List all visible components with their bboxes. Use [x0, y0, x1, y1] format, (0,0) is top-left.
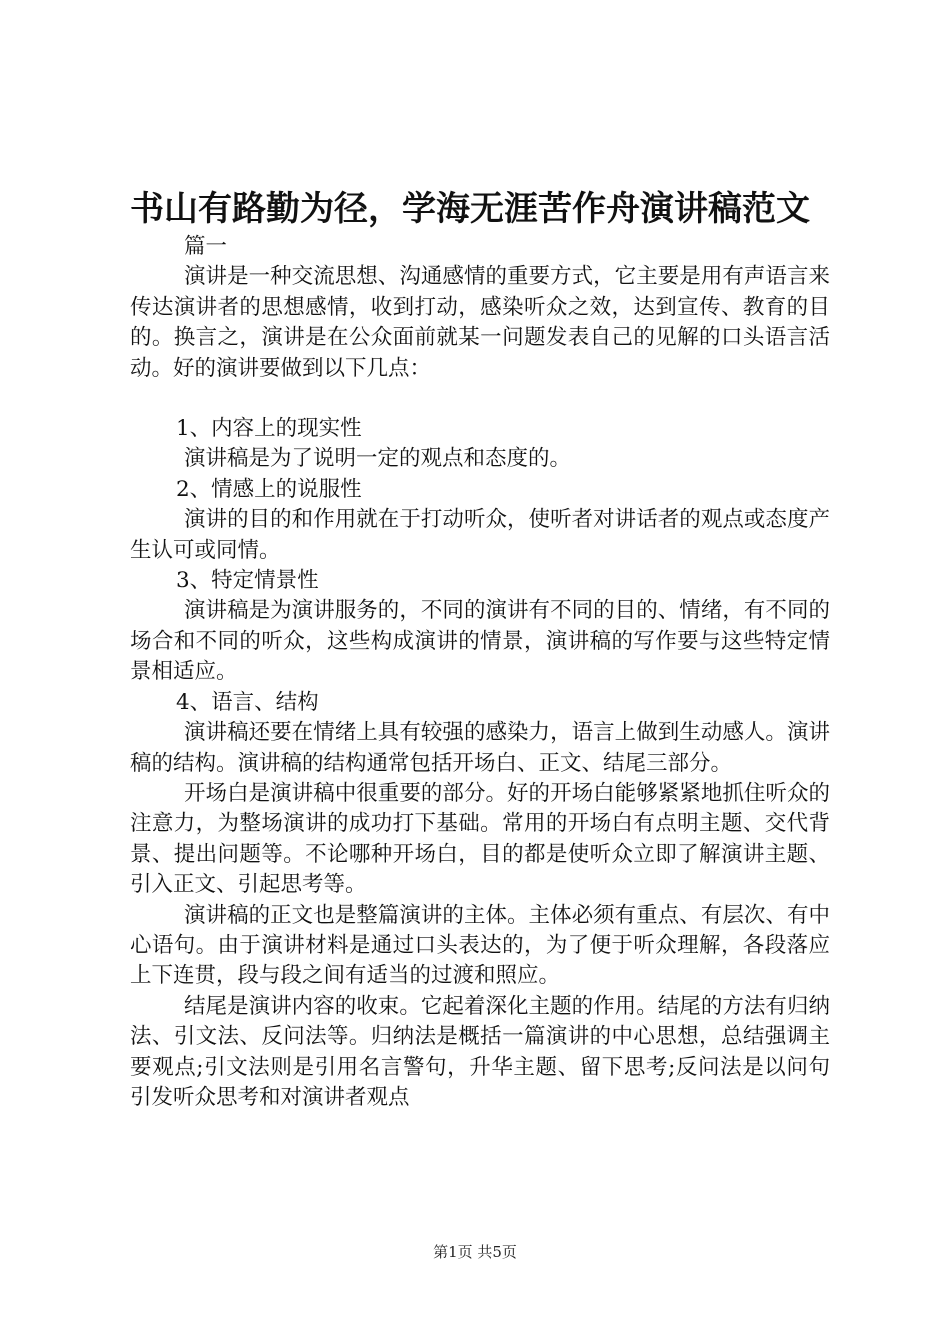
point-heading-4: 4、语言、结构	[176, 689, 319, 715]
blank-line	[130, 384, 830, 414]
point-heading-3: 3、特定情景性	[176, 568, 319, 594]
intro-paragraph: 演讲是一种交流思想、沟通感情的重要方式，它主要是用有声语言来传达演讲者的思想感情，收到打动，感染听众之效，达到宣传、教育的目的。换言之，演讲是在公众面前就某一问题发表自己的见解的口头语言活动。好的演讲要做到以下几点：	[130, 264, 830, 381]
document-body	[130, 232, 830, 1113]
section-heading: 篇一	[184, 234, 228, 259]
point-paragraph-4: 演讲稿还要在情绪上具有较强的感染力，语言上做到生动感人。演讲稿的结构。演讲稿的结构通常包括开场白、正文、结尾三部分。	[130, 720, 830, 776]
point-paragraph-2: 演讲的目的和作用就在于打动听众，使听者对讲话者的观点或态度产生认可或同情。	[130, 507, 830, 563]
point-heading-1: 1、内容上的现实性	[176, 416, 362, 442]
page-footer: 第1页 共5页	[433, 1243, 517, 1261]
opening-paragraph: 开场白是演讲稿中很重要的部分。好的开场白能够紧紧地抓住听众的注意力，为整场演讲的成功打下基础。常用的开场白有点明主题、交代背景、提出问题等。不论哪种开场白，目的都是使听众立即了解演讲主题、引入正文、引起思考等。	[130, 780, 830, 898]
point-paragraph-3: 演讲稿是为演讲服务的，不同的演讲有不同的目的、情绪，有不同的场合和不同的听众，这些构成演讲的情景，演讲稿的写作要与这些特定情景相适应。	[130, 598, 830, 685]
document-title: 书山有路勤为径，学海无涯苦作舟演讲稿范文	[130, 189, 810, 229]
main-body-paragraph: 演讲稿的正文也是整篇演讲的主体。主体必须有重点、有层次、有中心语句。由于演讲材料是通过口头表达的，为了便于听众理解，各段落应上下连贯，段与段之间有适当的过渡和照应。	[130, 902, 830, 989]
point-paragraph-1: 演讲稿是为了说明一定的观点和态度的。	[184, 446, 572, 472]
ending-paragraph: 结尾是演讲内容的收束。它起着深化主题的作用。结尾的方法有归纳法、引文法、反问法等。归纳法是概括一篇演讲的中心思想，总结强调主要观点;引文法则是引用名言警句，升华主题、留下思考;反问法是以问句引发听众思考和对演讲者观点	[130, 993, 830, 1110]
point-heading-2: 2、情感上的说服性	[176, 476, 362, 502]
